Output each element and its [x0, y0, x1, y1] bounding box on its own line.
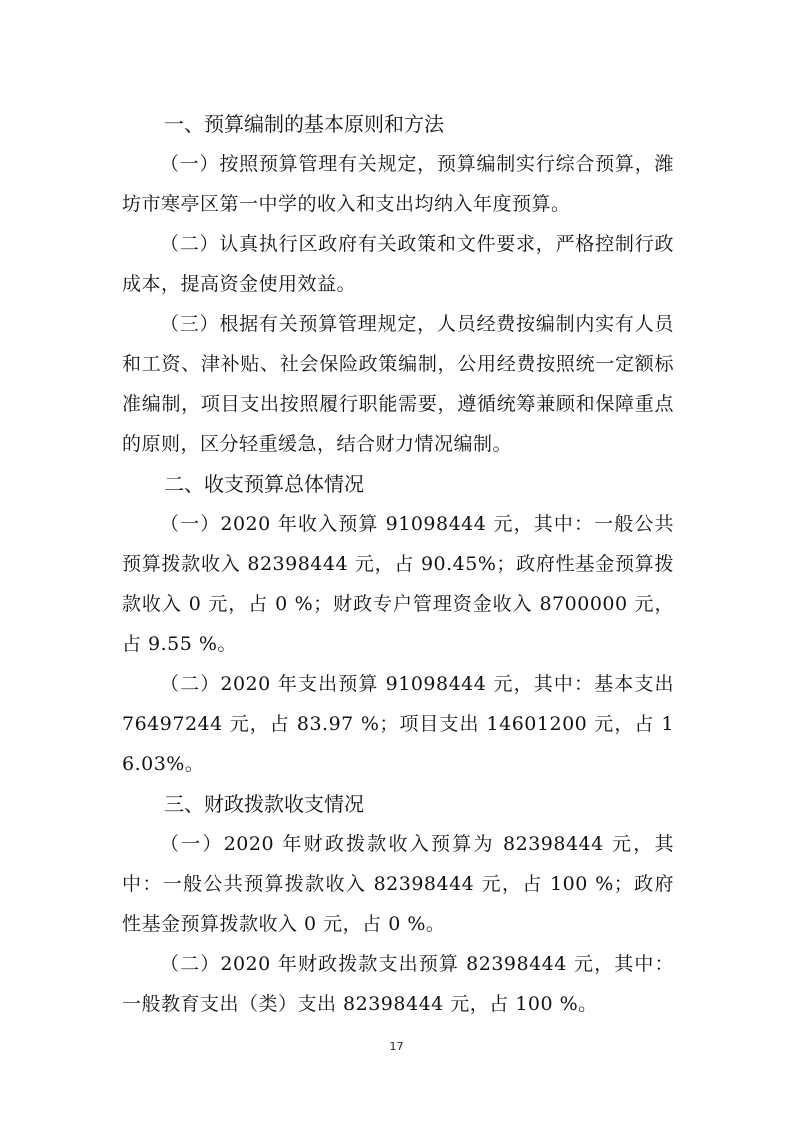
page-number: 17: [389, 1040, 404, 1053]
paragraph: （一）2020 年收入预算 91098444 元，其中：一般公共预算拨款收入 82398444 元，占 90.45%；政府性基金预算拨款收入 0 元，占 0 %；财政专户管理资金收入 8700000 元，占 9.55 %。: [122, 513, 674, 655]
paragraph: （三）根据有关预算管理规定，人员经费按编制内实有人员和工资、津补贴、社会保险政策编制，公用经费按照统一定额标准编制，项目支出按照履行职能需要，遵循统筹兼顾和保障重点的原则，区分轻重缓急，结合财力情况编制。: [122, 313, 674, 455]
section-heading-principles: 一、预算编制的基本原则和方法: [164, 112, 444, 136]
paragraph: （二）2020 年财政拨款支出预算 82398444 元，其中：一般教育支出（类）支出 82398444 元，占 100 %。: [122, 953, 674, 1015]
paragraph: （一）按照预算管理有关规定，预算编制实行综合预算，潍坊市寒亭区第一中学的收入和支出均纳入年度预算。: [122, 153, 674, 215]
paragraph: （二）认真执行区政府有关政策和文件要求，严格控制行政成本，提高资金使用效益。: [122, 233, 674, 295]
section-heading-budget-overview: 二、收支预算总体情况: [164, 472, 364, 496]
document-body: [122, 104, 674, 1024]
paragraph: （一）2020 年财政拨款收入预算为 82398444 元，其中：一般公共预算拨款收入 82398444 元，占 100 %；政府性基金预算拨款收入 0 元，占 0 %。: [122, 833, 674, 935]
section-heading-fiscal-appropriation: 三、财政拨款收支情况: [164, 792, 364, 816]
paragraph: （二）2020 年支出预算 91098444 元，其中：基本支出 76497244 元，占 83.97 %；项目支出 14601200 元，占 16.03%。: [122, 673, 674, 775]
